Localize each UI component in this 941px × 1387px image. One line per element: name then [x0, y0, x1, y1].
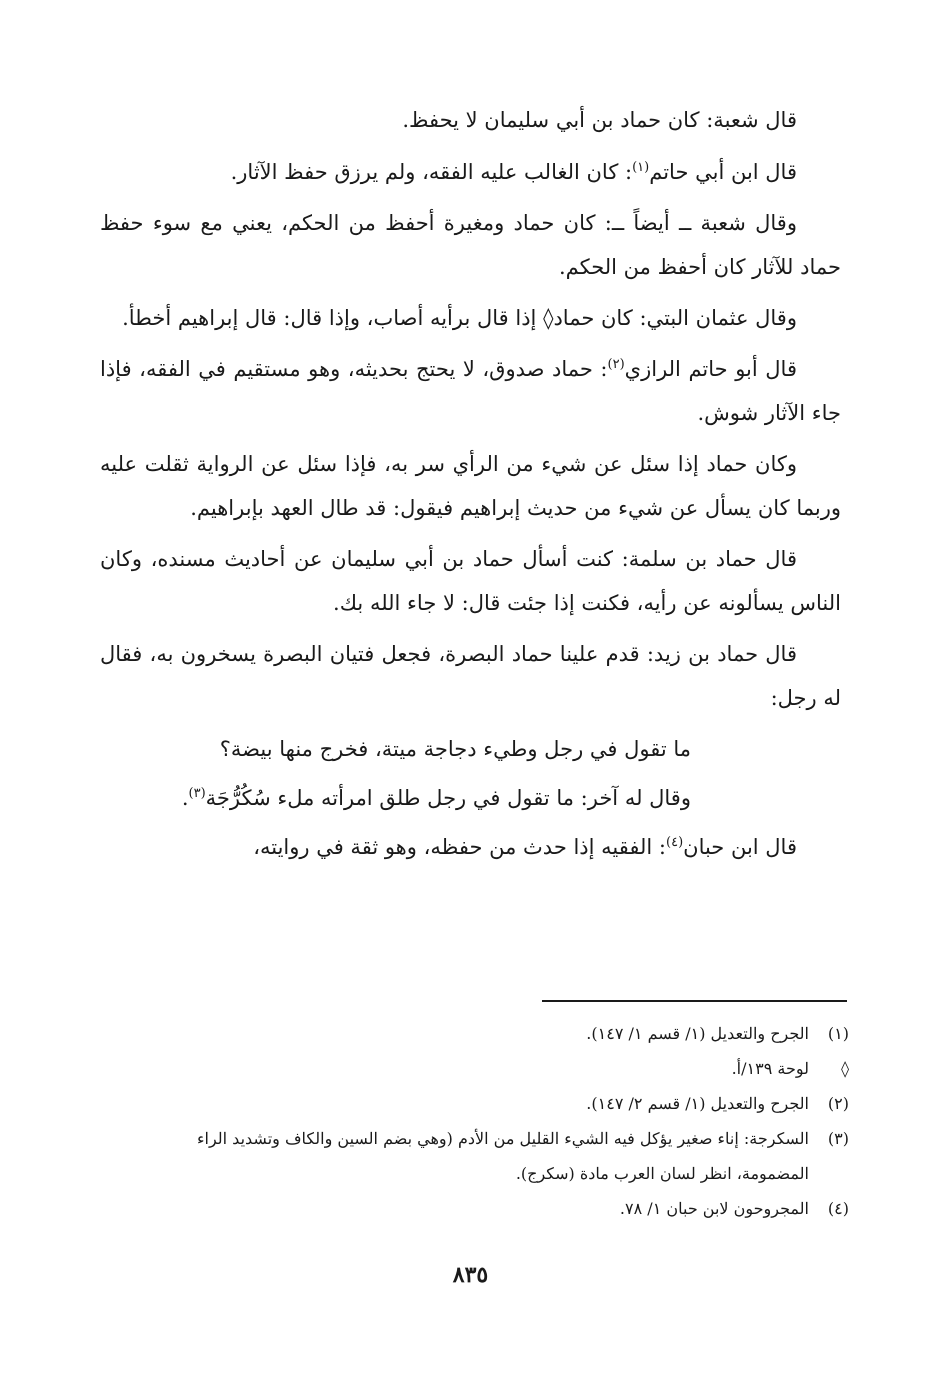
footnote-1: [140, 1016, 849, 1051]
paragraph-5: [100, 347, 841, 435]
footnote-2: [140, 1086, 849, 1121]
paragraph-text: قال أبو حاتم الرازي: [624, 357, 797, 381]
paragraph-4: [100, 296, 841, 340]
footnote-number: (٤): [827, 1199, 849, 1218]
footnote-text: السكرجة: إناء صغير يؤكل فيه الشيء القليل من الأدم (وهي بضم السين والكاف وتشديد الراء المضمومة، انظر لسان العرب مادة (سكرج).: [196, 1129, 809, 1183]
paragraph-8: [100, 632, 841, 720]
footnote-text: لوحة ١٣٩/أ.: [731, 1059, 809, 1078]
footnote-divider: [542, 1000, 847, 1002]
quote-1: [100, 727, 841, 771]
quote-text: وقال له آخر: ما تقول في رجل طلق امرأته ملء سُكُرُّجَة: [205, 786, 691, 810]
footnote-ref-4: (٤): [666, 835, 684, 850]
quote-2: [100, 776, 841, 820]
footnote-ref-2: (٢): [607, 357, 625, 372]
footnote-4: [140, 1191, 849, 1226]
paragraph-1: [100, 98, 841, 142]
footnotes: [140, 1016, 849, 1226]
paragraph-text: وقال شعبة ــ أيضاً ــ: كان حماد ومغيرة أحفظ من الحكم، يعني مع سوء حفظ حماد للآثار كان أحفظ من الحكم.: [100, 211, 841, 279]
footnote-number: (١): [827, 1024, 849, 1043]
page-number: ٨٣٥: [452, 1262, 489, 1288]
paragraph-text: وكان حماد إذا سئل عن شيء من الرأي سر به، فإذا سئل عن الرواية ثقلت عليه وربما كان يسأل عن شيء من حديث إبراهيم فيقول: قد طال العهد بإبراهيم.: [100, 452, 841, 520]
footnote-ref-3: (٣): [188, 786, 206, 801]
main-text: [100, 98, 841, 876]
paragraph-text: قال ابن أبي حاتم: [649, 160, 797, 184]
paragraph-text: : كان الغالب عليه الفقه، ولم يرزق حفظ الآثار.: [230, 160, 633, 184]
paragraph-9: [100, 825, 841, 869]
paragraph-text: قال حماد بن زيد: قدم علينا حماد البصرة، فجعل فتيان البصرة يسخرون به، فقال له رجل:: [100, 642, 841, 710]
footnote-text: الجرح والتعديل (١/ قسم ١/ ١٤٧).: [586, 1024, 809, 1043]
footnote-text: المجروحون لابن حبان ١/ ٧٨.: [619, 1199, 809, 1218]
footnote-number: (٣): [827, 1129, 849, 1148]
paragraph-3: [100, 201, 841, 289]
footnote-number: (٢): [827, 1094, 849, 1113]
footnote-number: ◊: [841, 1059, 849, 1078]
paragraph-text: وقال عثمان البتي: كان حماد◊ إذا قال برأيه أصاب، وإذا قال: قال إبراهيم أخطأ.: [122, 306, 797, 330]
footnote-3: [140, 1121, 849, 1191]
paragraph-text: : الفقيه إذا حدث من حفظه، وهو ثقة في روايته،: [253, 835, 666, 859]
footnote-text: الجرح والتعديل (١/ قسم ٢/ ١٤٧).: [586, 1094, 809, 1113]
paragraph-text: قال ابن حبان: [683, 835, 797, 859]
paragraph-text: قال شعبة: كان حماد بن أبي سليمان لا يحفظ.: [402, 108, 797, 132]
paragraph-6: [100, 442, 841, 530]
paragraph-text: : حماد صدوق، لا يحتج بحديثه، وهو مستقيم في الفقه، فإذا جاء الآثار شوش.: [100, 357, 841, 425]
quote-text: ما تقول في رجل وطيء دجاجة ميتة، فخرج منها بيضة؟: [219, 737, 691, 761]
paragraph-7: [100, 537, 841, 625]
paragraph-2: [100, 150, 841, 194]
footnote-ref-1: (١): [632, 160, 650, 175]
quote-text: .: [181, 786, 189, 810]
paragraph-text: قال حماد بن سلمة: كنت أسأل حماد بن أبي سليمان عن أحاديث مسنده، وكان الناس يسألونه عن رأيه، فكنت إذا جئت قال: لا جاء الله بك.: [100, 547, 841, 615]
footnote-folio: [140, 1051, 849, 1086]
